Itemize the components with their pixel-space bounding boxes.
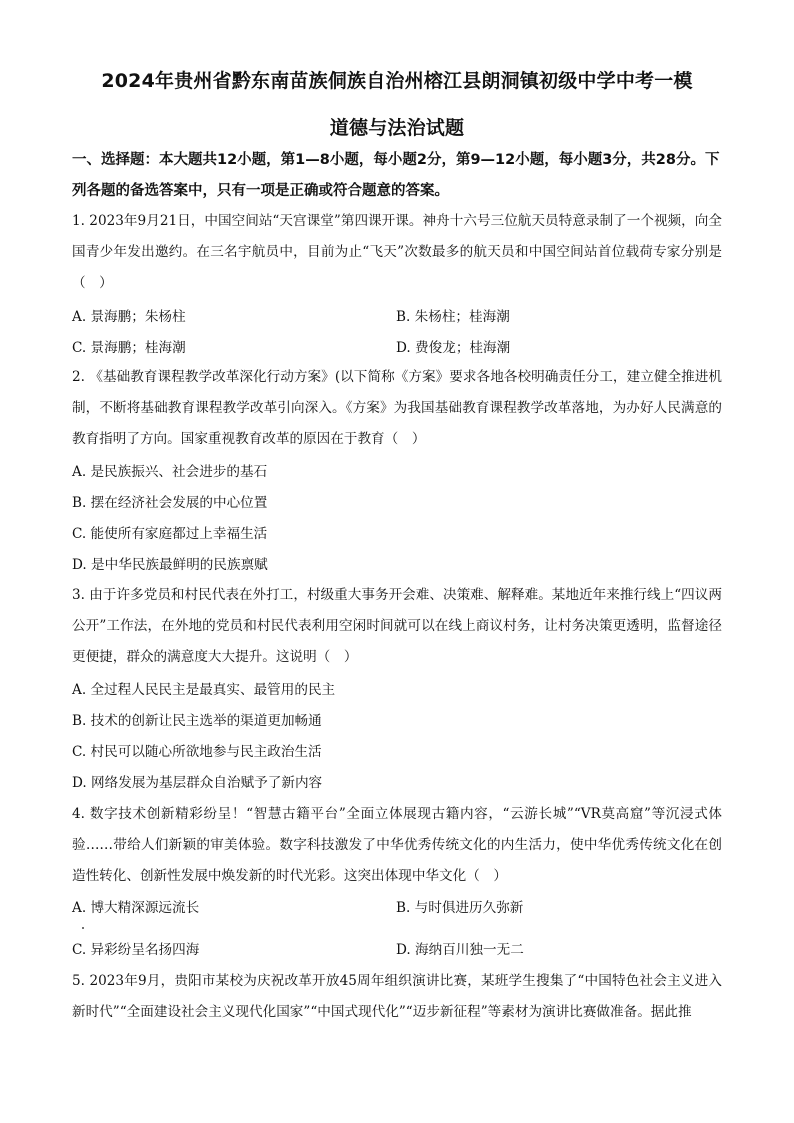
question-4-stem: 4. 数字技术创新精彩纷呈！“智慧古籍平台”全面立体展现古籍内容，“云游长城”“VR莫高窟”等沉浸式体验……带给人们新颖的审美体验。数字科技激发了中华优秀传统文化的内生活力，使中华优秀传统文化在创造性转化、创新性发展中焕发新的时代光彩。这突出体现中华文化（ ） (72, 806, 722, 884)
question-2-option-d: D. 是中华民族最鲜明的民族禀赋 (72, 557, 268, 573)
question-3-option-b: B. 技术的创新让民主选举的渠道更加畅通 (72, 713, 322, 729)
question-4-option-d: D. 海纳百川独一无二 (396, 942, 524, 958)
question-3-option-c: C. 村民可以随心所欲地参与民主政治生活 (72, 744, 322, 760)
question-3-option-a: A. 全过程人民民主是最真实、最管用的民主 (72, 682, 336, 698)
question-1-option-c: C. 景海鹏；桂海潮 (72, 340, 186, 356)
question-1-stem: 1. 2023年9月21日，中国空间站“天宫课堂”第四课开课。神舟十六号三位航天员特意录制了一个视频，向全国青少年发出邀约。在三名宇航员中，目前为止“飞天”次数最多的航天员和中国空间站首位载荷专家分别是（ ） (72, 213, 722, 291)
question-2-option-b: B. 摆在经济社会发展的中心位置 (72, 495, 268, 511)
question-1-option-a: A. 景海鹏；朱杨柱 (72, 309, 186, 325)
question-4-option-b: B. 与时俱进历久弥新 (396, 900, 524, 916)
question-3-stem: 3. 由于许多党员和村民代表在外打工，村级重大事务开会难、决策难、解释难。某地近年来推行线上“四议两公开”工作法，在外地的党员和村民代表利用空闲时间就可以在线上商议村务，让村务决策更透明，监督途径更便捷，群众的满意度大大提升。这说明（ ） (72, 587, 722, 665)
question-1-option-b: B. 朱杨柱；桂海潮 (396, 309, 510, 325)
exam-subtitle: 道德与法治试题 (329, 117, 465, 139)
question-4-option-c: C. 异彩纷呈名扬四海 (72, 942, 200, 958)
question-1-option-d: D. 费俊龙；桂海潮 (396, 340, 511, 356)
question-2-option-a: A. 是民族振兴、社会进步的基石 (72, 464, 268, 480)
section-header: 一、选择题：本大题共12小题，第1—8小题，每小题2分，第9—12小题，每小题3分，共28分。下列各题的备选答案中，只有一项是正确或符合题意的答案。 (72, 152, 720, 199)
question-2-stem: 2. 《基础教育课程教学改革深化行动方案》(以下简称《方案》要求各地各校明确责任分工，建立健全推进机制，不断将基础教育课程教学改革引向深入。《方案》为我国基础教育课程教学改革落地，为办好人民满意的教育指明了方向。国家重视教育改革的原因在于教育（ ） (72, 369, 722, 447)
stray-mark (82, 927, 84, 929)
question-4-option-a: A. 博大精深源远流长 (72, 900, 200, 916)
exam-title: 2024年贵州省黔东南苗族侗族自治州榕江县朗洞镇初级中学中考一模 (101, 70, 693, 92)
question-2-option-c: C. 能使所有家庭都过上幸福生活 (72, 526, 268, 542)
question-3-option-d: D. 网络发展为基层群众自治赋予了新内容 (72, 775, 323, 791)
question-5-stem: 5. 2023年9月，贵阳市某校为庆祝改革开放45周年组织演讲比赛，某班学生搜集了“中国特色社会主义进入新时代”“全面建设社会主义现代化国家”“中国式现代化”“迈步新征程”等素材为演讲比赛做准备。据此推 (72, 973, 722, 1020)
